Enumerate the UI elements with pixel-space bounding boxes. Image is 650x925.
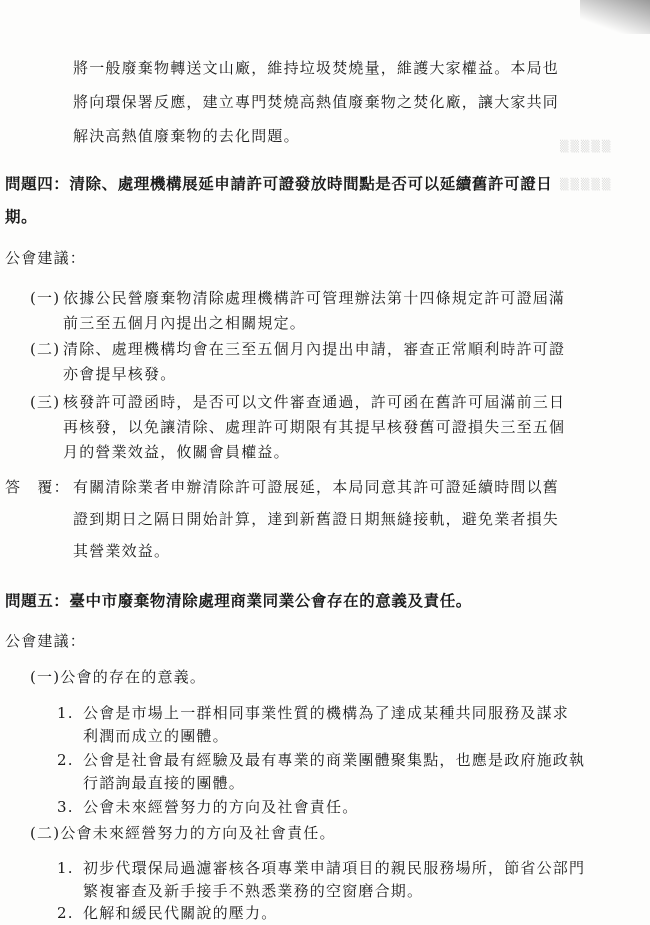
q4-item1-marker: (一) (30, 289, 61, 307)
q4-item1-line1: 依據公民營廢棄物清除處理機構許可管理辦法第十四條規定許可證屆滿 (63, 289, 566, 307)
question5-title: 問題五：臺中市廢棄物清除處理商業同業公會存在的意義及責任。 (5, 591, 472, 610)
intro-line-3: 解決高熱值廢棄物的去化問題。 (73, 127, 300, 145)
q5-s1-item1-num: 1. (57, 704, 74, 722)
q5-s1-item1-line2: 利潤而成立的團體。 (83, 727, 229, 745)
q4-item2-marker: (二) (30, 340, 61, 358)
q4-item3-line3: 月的營業效益，攸關會員權益。 (63, 443, 290, 461)
q4-item2-line2: 亦會提早核發。 (63, 365, 177, 383)
q4-reply-line3: 其營業效益。 (73, 542, 171, 560)
question4-reply-label: 答 覆： (5, 478, 70, 496)
q5-s1-item2-line2: 行諮詢最直接的團體。 (83, 774, 246, 792)
q4-reply-line1: 有關清除業者申辦清除許可證展延，本局同意其許可證延續時間以舊 (73, 478, 560, 496)
intro-line-1: 將一般廢棄物轉送文山廠，維持垃圾焚燒量，維護大家權益。本局也 (73, 59, 560, 77)
q5-s1-item3-num: 3. (57, 798, 74, 816)
q4-item2-line1: 清除、處理機構均會在三至五個月內提出申請，審查正常順利時許可證 (63, 340, 566, 358)
q4-reply-line2: 證到期日之隔日開始計算，達到新舊證日期無縫接軌，避免業者損失 (73, 510, 560, 528)
show-through-text: ▒▒▒▒▒ (560, 178, 613, 191)
q4-item3-marker: (三) (30, 393, 61, 411)
q5-s2-item1-line2: 繁複審查及新手接手不熟悉業務的空窗磨合期。 (83, 882, 424, 900)
q5-s2-item2-num: 2. (57, 904, 74, 922)
question5-proposal-label: 公會建議： (5, 632, 87, 650)
q5-s1-item3-line1: 公會未來經營努力的方向及社會責任。 (83, 798, 359, 816)
q5-section2-heading: (二)公會未來經營努力的方向及社會責任。 (30, 824, 336, 842)
question4-title: 問題四：清除、處理機構展延申請許可證發放時間點是否可以延續舊許可證日 (5, 174, 553, 193)
q5-s1-item2-line1: 公會是社會最有經驗及最有專業的商業團體聚集點，也應是政府施政執 (83, 751, 586, 769)
intro-line-2: 將向環保署反應，建立專門焚燒高熱值廢棄物之焚化廠，讓大家共同 (73, 93, 560, 111)
q5-s1-item2-num: 2. (57, 751, 74, 769)
q4-item3-line2: 再核發，以免讓清除、處理許可期限有其提早核發舊可證損失三至五個 (63, 418, 566, 436)
show-through-text: ▒▒▒▒▒ (560, 140, 613, 153)
q5-s2-item2-line1: 化解和緩民代關說的壓力。 (83, 904, 278, 922)
q5-s1-item1-line1: 公會是市場上一群相同事業性質的機構為了達成某種共同服務及謀求 (83, 704, 570, 722)
question4-title-cont: 期。 (5, 207, 38, 226)
q4-item3-line1: 核發許可證函時，是否可以文件審查通過，許可函在舊許可屆滿前三日 (63, 393, 566, 411)
q5-s2-item1-line1: 初步代環保局過濾審核各項專業申請項目的親民服務場所，節省公部門 (83, 859, 586, 877)
q4-item1-line2: 前三至五個月內提出之相關規定。 (63, 314, 307, 332)
q5-section1-heading: (一)公會的存在的意義。 (30, 668, 207, 686)
q5-s2-item1-num: 1. (57, 859, 74, 877)
page-fold-corner (580, 0, 650, 34)
question4-proposal-label: 公會建議： (5, 249, 87, 267)
